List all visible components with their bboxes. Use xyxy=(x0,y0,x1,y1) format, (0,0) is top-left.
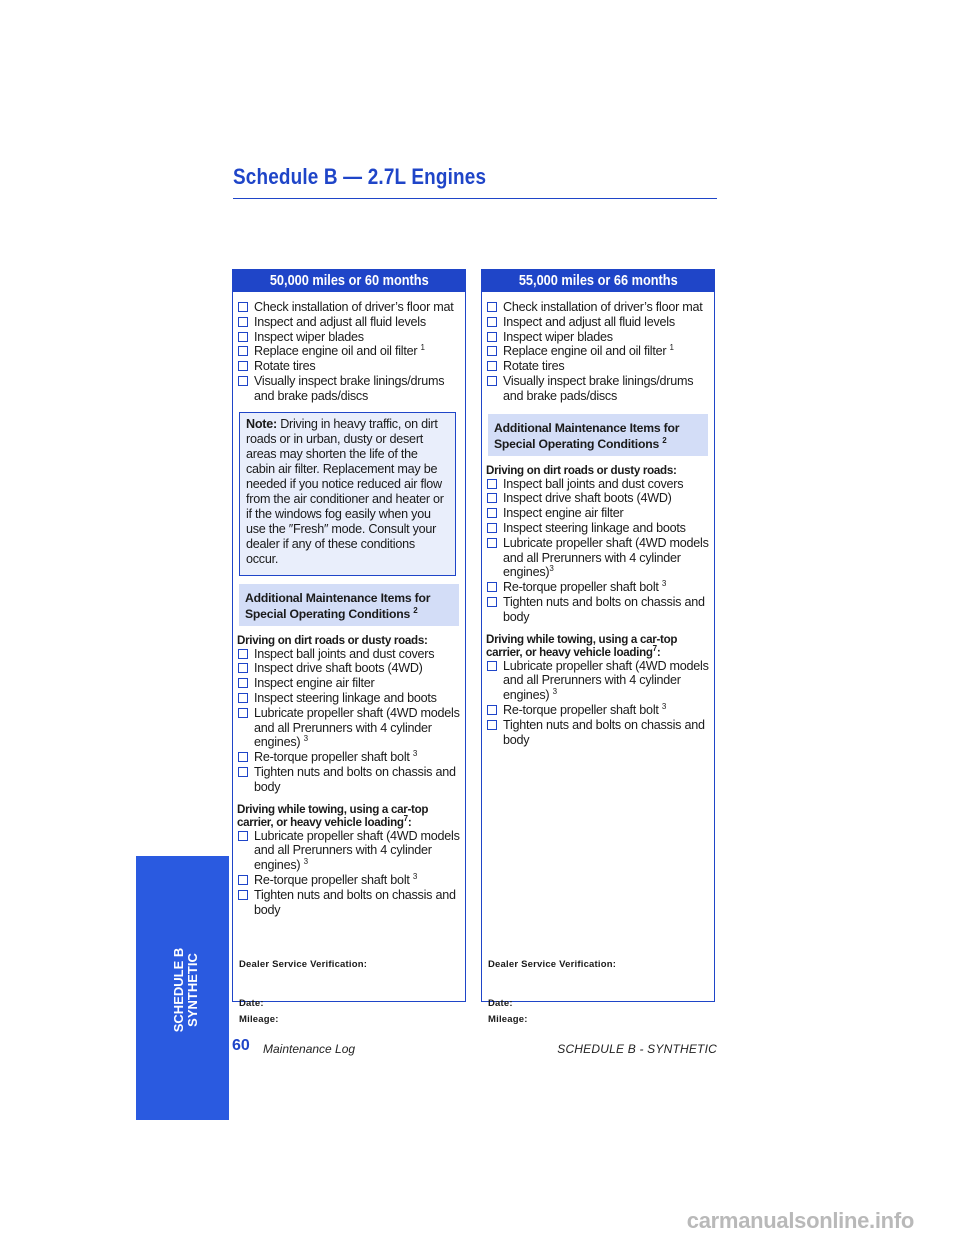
checkbox[interactable] xyxy=(487,661,497,671)
watermark: carmanualsonline.info xyxy=(686,1208,914,1233)
condition-heading: Driving while towing, using a car-top carrier, or heavy vehicle loading$^7$: xyxy=(486,632,678,659)
service-item: Tighten nuts and bolts on chassis and body xyxy=(233,888,465,918)
service-item: Inspect engine air filter xyxy=(482,506,714,521)
mileage-label: Mileage: xyxy=(488,1014,528,1025)
checkbox[interactable] xyxy=(238,332,248,342)
service-item: Re-torque propeller shaft bolt $^3$ xyxy=(482,703,714,718)
service-item: Inspect wiper blades xyxy=(482,330,714,345)
checkbox[interactable] xyxy=(238,663,248,673)
footer-schedule-label: SCHEDULE B - SYNTHETIC xyxy=(557,1042,717,1056)
service-item: Lubricate propeller shaft (4WD models and all Prerunners with 4 cylinder engines)$^3$ xyxy=(482,536,714,580)
service-item: Visually inspect brake linings/drums and brake pads/discs xyxy=(233,374,465,404)
checkbox[interactable] xyxy=(487,582,497,592)
condition-item-list xyxy=(482,477,714,625)
checkbox[interactable] xyxy=(487,361,497,371)
section-side-tab-label xyxy=(172,948,200,1033)
service-item: Visually inspect brake linings/drums and brake pads/discs xyxy=(482,374,714,404)
dealer-verification-label: Dealer Service Verification: xyxy=(239,959,368,970)
checkbox[interactable] xyxy=(238,678,248,688)
service-item: Rotate tires xyxy=(482,359,714,374)
service-item: Re-torque propeller shaft bolt $^3$ xyxy=(482,580,714,595)
maintenance-column-50000 xyxy=(232,269,466,1025)
title-divider xyxy=(233,198,717,199)
checkbox[interactable] xyxy=(487,523,497,533)
page-number: 60 xyxy=(232,1037,250,1054)
checkbox[interactable] xyxy=(238,875,248,885)
service-item-list xyxy=(233,292,465,404)
service-item: Inspect and adjust all fluid levels xyxy=(233,315,465,330)
checkbox[interactable] xyxy=(487,332,497,342)
additional-items-heading: Additional Maintenance Items for Special Operating Conditions $^2$ xyxy=(488,414,708,456)
service-item: Inspect engine air filter xyxy=(233,676,465,691)
checkbox[interactable] xyxy=(238,346,248,356)
service-item: Rotate tires xyxy=(233,359,465,374)
service-item: Tighten nuts and bolts on chassis and body xyxy=(233,765,465,795)
service-item: Lubricate propeller shaft (4WD models and all Prerunners with 4 cylinder engines) $^3$ xyxy=(233,706,465,750)
column-header: 55,000 miles or 66 months xyxy=(482,270,714,292)
footer-section-title: Maintenance Log xyxy=(263,1042,356,1056)
service-item: Inspect drive shaft boots (4WD) xyxy=(482,491,714,506)
date-label: Date: xyxy=(488,998,513,1009)
checkbox[interactable] xyxy=(238,317,248,327)
checkbox[interactable] xyxy=(487,346,497,356)
checkbox[interactable] xyxy=(238,693,248,703)
service-item: Tighten nuts and bolts on chassis and body xyxy=(482,595,714,625)
side-tab-line-1: SCHEDULE B xyxy=(171,947,186,1033)
checkbox[interactable] xyxy=(238,708,248,718)
checkbox[interactable] xyxy=(487,317,497,327)
checkbox[interactable] xyxy=(487,376,497,386)
checkbox[interactable] xyxy=(238,767,248,777)
checkbox[interactable] xyxy=(487,493,497,503)
checkbox[interactable] xyxy=(238,831,248,841)
service-item: Tighten nuts and bolts on chassis and body xyxy=(482,718,714,748)
checkbox[interactable] xyxy=(238,302,248,312)
service-item: Lubricate propeller shaft (4WD models and all Prerunners with 4 cylinder engines) $^3$ xyxy=(482,659,714,703)
condition-item-list xyxy=(482,659,714,748)
side-tab-line-2: SYNTHETIC xyxy=(185,953,200,1027)
service-item: Inspect steering linkage and boots xyxy=(482,521,714,536)
service-item: Replace engine oil and oil filter $^1$ xyxy=(233,344,465,359)
service-item: Replace engine oil and oil filter $^1$ xyxy=(482,344,714,359)
service-item: Inspect ball joints and dust covers xyxy=(482,477,714,492)
condition-heading: Driving on dirt roads or dusty roads: xyxy=(237,633,428,647)
checkbox[interactable] xyxy=(487,538,497,548)
service-item: Check installation of driver’s floor mat xyxy=(482,300,714,315)
checkbox[interactable] xyxy=(487,479,497,489)
service-item: Re-torque propeller shaft bolt $^3$ xyxy=(233,873,465,888)
service-item: Inspect wiper blades xyxy=(233,330,465,345)
service-item: Check installation of driver’s floor mat xyxy=(233,300,465,315)
page-title: Schedule B — 2.7L Engines xyxy=(233,164,487,189)
condition-item-list xyxy=(233,647,465,795)
checkbox[interactable] xyxy=(487,302,497,312)
additional-items-heading: Additional Maintenance Items for Special Operating Conditions $^2$ xyxy=(239,584,459,626)
condition-heading: Driving while towing, using a car-top carrier, or heavy vehicle loading$^7$: xyxy=(237,802,429,829)
condition-heading: Driving on dirt roads or dusty roads: xyxy=(486,463,677,477)
service-item-list xyxy=(482,292,714,404)
maintenance-column-55000 xyxy=(481,269,715,1025)
service-item: Inspect ball joints and dust covers xyxy=(233,647,465,662)
checkbox[interactable] xyxy=(487,597,497,607)
service-item: Re-torque propeller shaft bolt $^3$ xyxy=(233,750,465,765)
condition-item-list xyxy=(233,829,465,918)
checkbox[interactable] xyxy=(238,376,248,386)
service-item: Inspect drive shaft boots (4WD) xyxy=(233,661,465,676)
column-header: 50,000 miles or 60 months xyxy=(233,270,465,292)
checkbox[interactable] xyxy=(487,705,497,715)
checkbox[interactable] xyxy=(238,890,248,900)
checkbox[interactable] xyxy=(238,649,248,659)
checkbox[interactable] xyxy=(487,508,497,518)
checkbox[interactable] xyxy=(487,720,497,730)
dealer-verification-label: Dealer Service Verification: xyxy=(488,959,617,970)
checkbox[interactable] xyxy=(238,361,248,371)
checkbox[interactable] xyxy=(238,752,248,762)
service-item: Lubricate propeller shaft (4WD models and all Prerunners with 4 cylinder engines) $^3$ xyxy=(233,829,465,873)
service-item: Inspect steering linkage and boots xyxy=(233,691,465,706)
cabin-filter-note: Note: Driving in heavy traffic, on dirt roads or in urban, dusty or desert areas may shorten the life of the cabin air filter. Replacement may be needed if you notice reduced air flow from the air conditioner and heater or if the windows fog easily when you use the ″Fresh″ mode. Consult your dealer if any of these conditions occur. xyxy=(239,412,456,576)
mileage-label: Mileage: xyxy=(239,1014,279,1025)
service-item: Inspect and adjust all fluid levels xyxy=(482,315,714,330)
date-label: Date: xyxy=(239,998,264,1009)
